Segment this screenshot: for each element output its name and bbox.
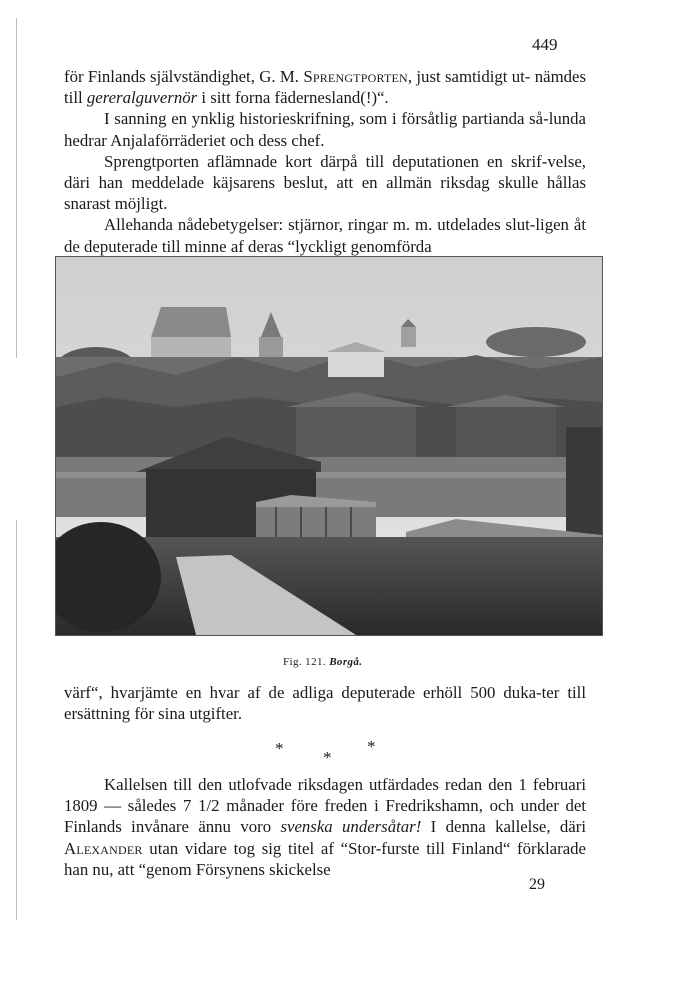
photo-illustration [56, 257, 602, 635]
figure-borga-photo [55, 256, 603, 636]
figure-caption: Fig. 121. Borgå. [283, 656, 363, 668]
paragraph-4: Allehanda nådebetygelser: stjärnor, ringar m. m. utdelades slut-ligen åt de deputerade till minne af deras “lyckligt genomförda [64, 215, 586, 256]
paragraph-2: I sanning en ynklig historieskrifning, som i försåtlig partianda så-lunda hedrar Anjalaförräderiet och dess chef. [64, 109, 586, 150]
bottom-text-block [64, 774, 586, 880]
paragraph-continuation: för Finlands självständighet, G. M. Sprengtporten, just samtidigt ut- nämdes till gereralguvernör i sitt forna fädernesland(!)“. [64, 67, 586, 108]
margin-rule-top [16, 18, 17, 358]
signature-mark: 29 [529, 876, 545, 893]
paragraph-kallelsen: Kallelsen till den utlofvade riksdagen utfärdades redan den 1 februari 1809 — således 7 1/2 månader före freden i Fredrikshamn, och under det Finlands invånare ännu voro svenska undersåtar! I denna kallelse, däri Alexander utan vidare tog sig titel af “Stor-furste till Finland“ förklarade han nu, att “genom Försynens skickelse [64, 775, 587, 879]
middle-text-block [64, 682, 586, 724]
page-number: 449 [532, 35, 558, 54]
separator-star-2: * [323, 748, 332, 767]
top-text-block [64, 66, 586, 257]
separator-star-1: * [275, 739, 284, 758]
paragraph-3: Sprengtporten aflämnade kort därpå till deputationen en skrif-velse, däri han meddelade käjsarens beslut, att en allmän riksdag skulle hållas snarast möjligt. [64, 151, 586, 214]
margin-rule-bottom [16, 520, 17, 920]
paragraph-continuation-after-figure: värf“, hvarjämte en hvar af de adliga deputerade erhöll 500 duka-ter till ersättning för sina utgifter. [64, 683, 586, 724]
separator-star-3: * [367, 737, 376, 756]
